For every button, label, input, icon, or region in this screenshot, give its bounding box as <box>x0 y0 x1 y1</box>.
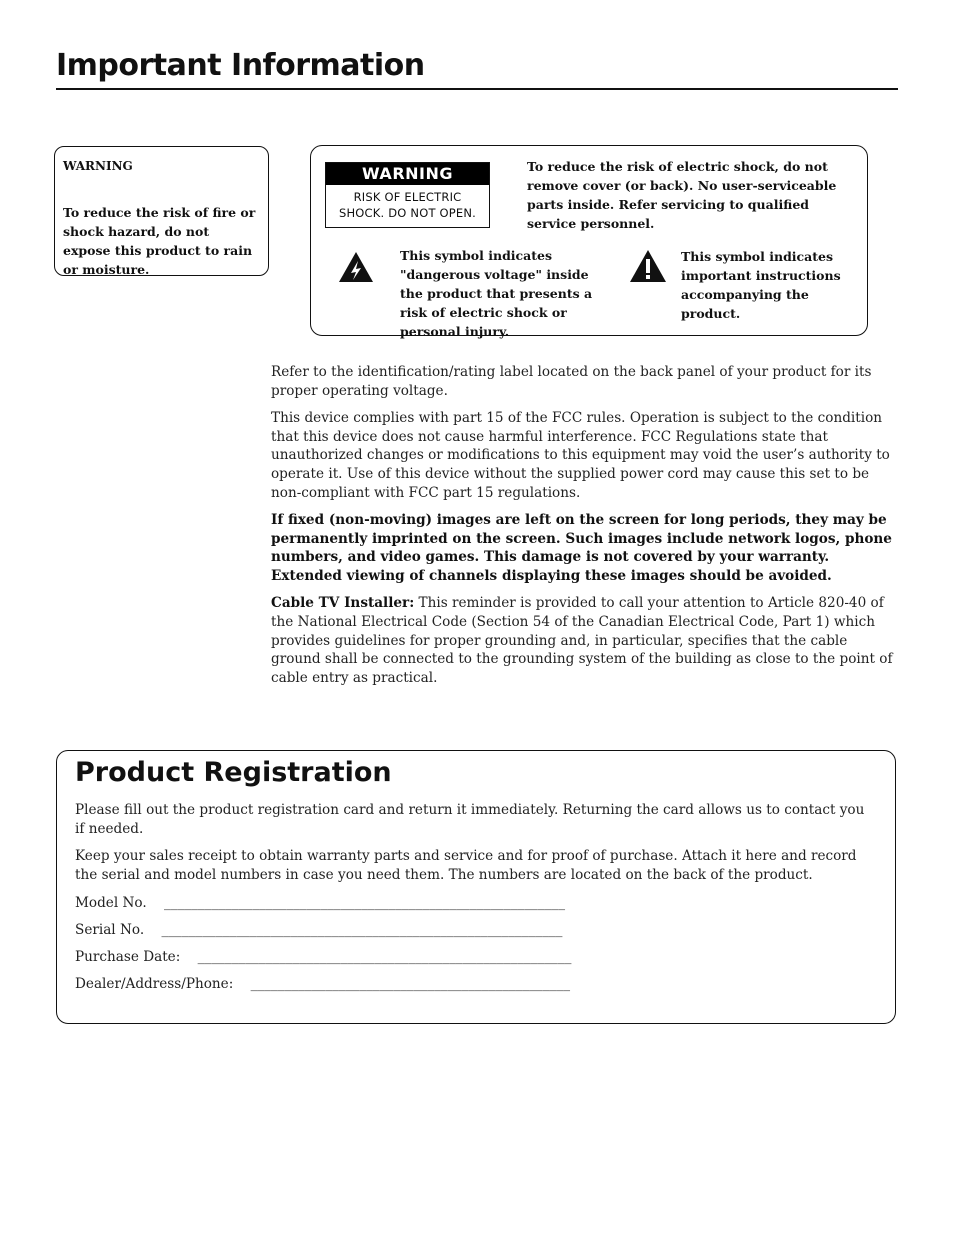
model-number-field <box>75 894 865 913</box>
registration-body <box>75 801 865 1003</box>
registration-title: Product Registration <box>75 757 392 788</box>
instructions-symbol-text: This symbol indicates important instructions accompanying the product. <box>681 249 841 321</box>
field-blank: ___________________________________________________________ <box>161 922 563 939</box>
cable-installer-paragraph <box>271 594 899 688</box>
fcc-paragraph: This device complies with part 15 of the FCC rules. Operation is subject to the condition that this device does not cause harmful interference. FCC Regulations state that unauthorized changes or modifications to this equipment may void the user’s authority to operate it. Use of this device without the supplied power cord may cause this set to be non-compliant with FCC part 15 regulations. <box>271 409 890 501</box>
title-rule <box>56 88 898 90</box>
shock-warning-box <box>310 145 868 339</box>
page-title: Important Information <box>56 48 425 83</box>
field-label: Model No. <box>75 894 147 911</box>
cable-installer-lead: Cable TV Installer: <box>271 595 415 612</box>
cable-installer-text: This reminder is provided to call your attention to Article 820-40 of the National Electrical Code (Section 54 of the Canadian Electrical Code, Part 1) which provides guidelines for proper grounding and, in particular, specifies that the cable ground shall be connected to the grounding system of the building as close to the point of cable entry as practical. <box>271 595 893 687</box>
fire-warning-box <box>54 146 269 276</box>
lightning-triangle-icon <box>338 251 374 288</box>
field-label: Purchase Date: <box>75 949 181 966</box>
information-body <box>271 363 899 696</box>
registration-paragraph: Keep your sales receipt to obtain warranty parts and service and for proof of purchase. Attach it here and record the serial and model numbers in case you need them. The numbers are located on the back of the product. <box>75 848 857 884</box>
field-blank: _______________________________________________________ <box>197 949 572 966</box>
serial-number-field <box>75 921 865 940</box>
product-registration-box <box>56 750 896 1024</box>
voltage-paragraph: Refer to the identification/rating label located on the back panel of your product for its proper operating voltage. <box>271 364 872 399</box>
registration-paragraph: Please fill out the product registration card and return it immediately. Returning the card allows us to contact you if needed. <box>75 802 865 837</box>
burn-in-paragraph: If fixed (non-moving) images are left on the screen for long periods, they may be permanently imprinted on the screen. Such images include network logos, phone numbers, and video games. This damage is not covered by your warranty. Extended viewing of channels displaying these images should be avoided. <box>271 511 892 585</box>
fire-warning-label: WARNING <box>63 159 133 173</box>
exclamation-triangle-icon <box>629 249 667 288</box>
shock-warning-text: To reduce the risk of electric shock, do not remove cover (or back). No user-serviceable parts inside. Refer servicing to qualified service personnel. <box>527 159 837 231</box>
voltage-symbol-text: This symbol indicates "dangerous voltage" inside the product that presents a risk of electric shock or personal injury. <box>400 248 593 339</box>
warning-label-head: WARNING <box>326 163 489 185</box>
warning-label-line: SHOCK. DO NOT OPEN. <box>338 206 477 220</box>
field-label: Serial No. <box>75 922 145 939</box>
field-label: Dealer/Address/Phone: <box>75 976 234 993</box>
warning-label-body <box>326 185 489 221</box>
field-blank: _______________________________________________ <box>250 976 571 993</box>
warning-label-plate <box>325 162 490 228</box>
field-blank: ___________________________________________________________ <box>163 894 565 911</box>
fire-warning-text: To reduce the risk of fire or shock hazard, do not expose this product to rain or moisture. <box>63 205 256 277</box>
dealer-address-phone-field <box>75 975 865 994</box>
warning-label-line: RISK OF ELECTRIC <box>353 190 462 204</box>
purchase-date-field <box>75 948 865 967</box>
